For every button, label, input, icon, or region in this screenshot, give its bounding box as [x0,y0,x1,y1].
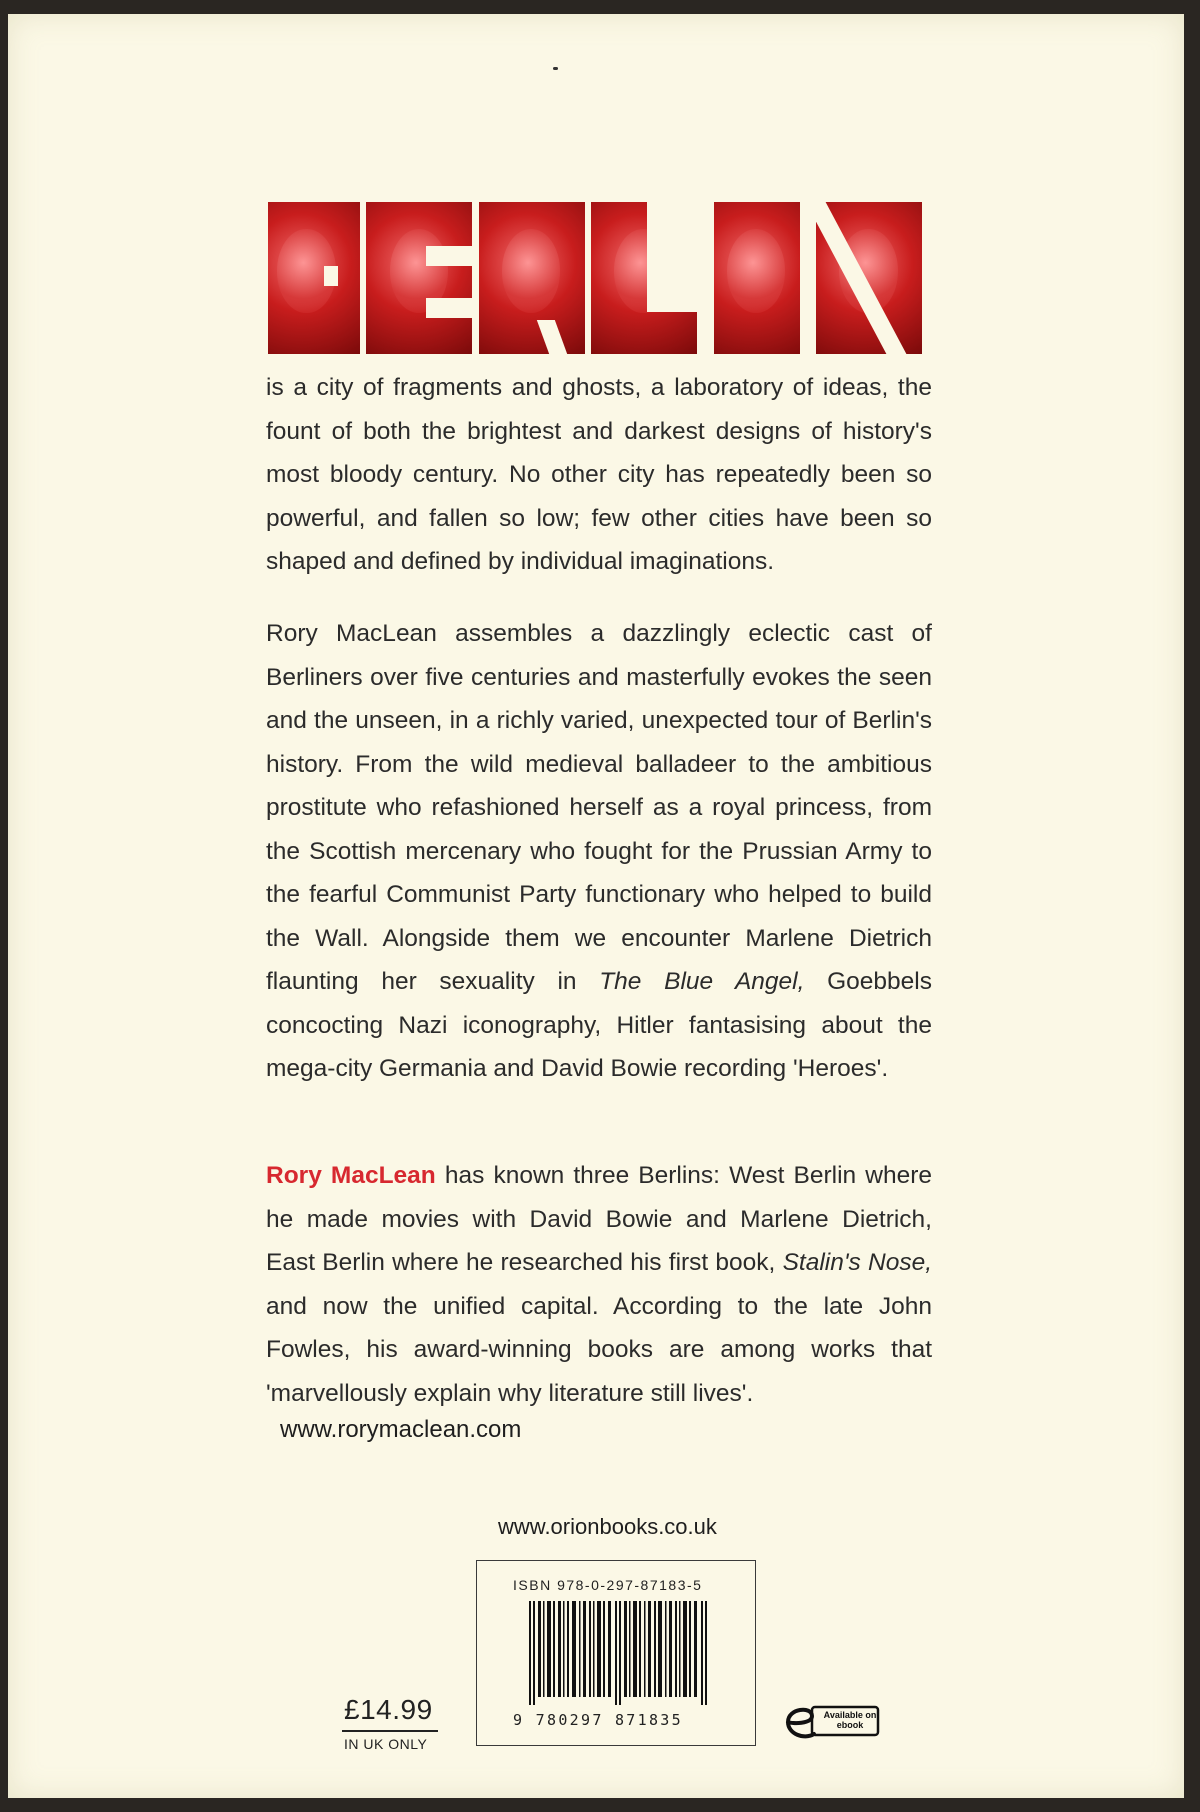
description-text-1: Rory MacLean assembles a dazzlingly eclectic cast of Berliners over five centuries and masterfully evokes the seen and the unseen, in a richly varied, unexpected tour of Berlin's history. From the wild medieval balladeer to the ambitious prostitute who refashioned herself as a royal princess, from the Scottish mercenary who fought for the Prussian Army to the fearful Communist Party functionary who helped to build the Wall. Alongside them we encounter Marlene Dietrich flaunting her sexuality in [266,620,932,995]
ebook-badge-text: Available on ebook [823,1710,877,1730]
price-note: IN UK ONLY [344,1736,428,1752]
intro-paragraph: is a city of fragments and ghosts, a laboratory of ideas, the fount of both the brightest and darkest designs of history's most bloody century. No other city has repeatedly been so powerful, and fallen so low; few other cities have been so shaped and defined by individual imaginations. [266,374,932,575]
description-text-2: Goebbels concocting Nazi iconography, Hitler fantasising about the mega-city Germania and David Bowie recording 'Heroes'. [266,968,932,1082]
title-letter-b [254,202,360,354]
barcode-icon [529,1601,709,1705]
author-bio-text-2: and now the unified capital. According to the late John Fowles, his award-winning books are among works that 'marvellously explain why literature still lives'. [266,1292,932,1407]
author-name: Rory MacLean [266,1162,436,1189]
isbn-barcode-box [476,1560,756,1746]
barcode-digits: 9 780297 871835 [513,1711,683,1729]
print-speck [553,67,558,70]
title-letter-i [704,202,810,354]
author-bio-text-1: has known three Berlins: West Berlin where he made movies with David Bowie and Marlene Dietrich, East Berlin where he researched his first book, [266,1162,932,1276]
author-book-title: Stalin's Nose, [782,1249,932,1276]
description-paragraph [266,612,932,1091]
author-website: www.rorymaclean.com [280,1416,522,1443]
price-divider [342,1730,438,1732]
title-letter-n [816,202,922,354]
title-letter-e [366,202,472,354]
book-back-cover [8,14,1184,1798]
title-photo-letters [254,202,922,354]
isbn-label: ISBN 978-0-297-87183-5 [513,1577,703,1593]
ebook-badge [778,1700,882,1742]
publisher-website: www.orionbooks.co.uk [498,1514,717,1539]
price: £14.99 [344,1694,433,1725]
title-letter-r [479,202,585,354]
film-title: The Blue Angel, [599,968,805,995]
author-bio-paragraph [266,1154,932,1415]
title-letter-l [591,202,697,354]
